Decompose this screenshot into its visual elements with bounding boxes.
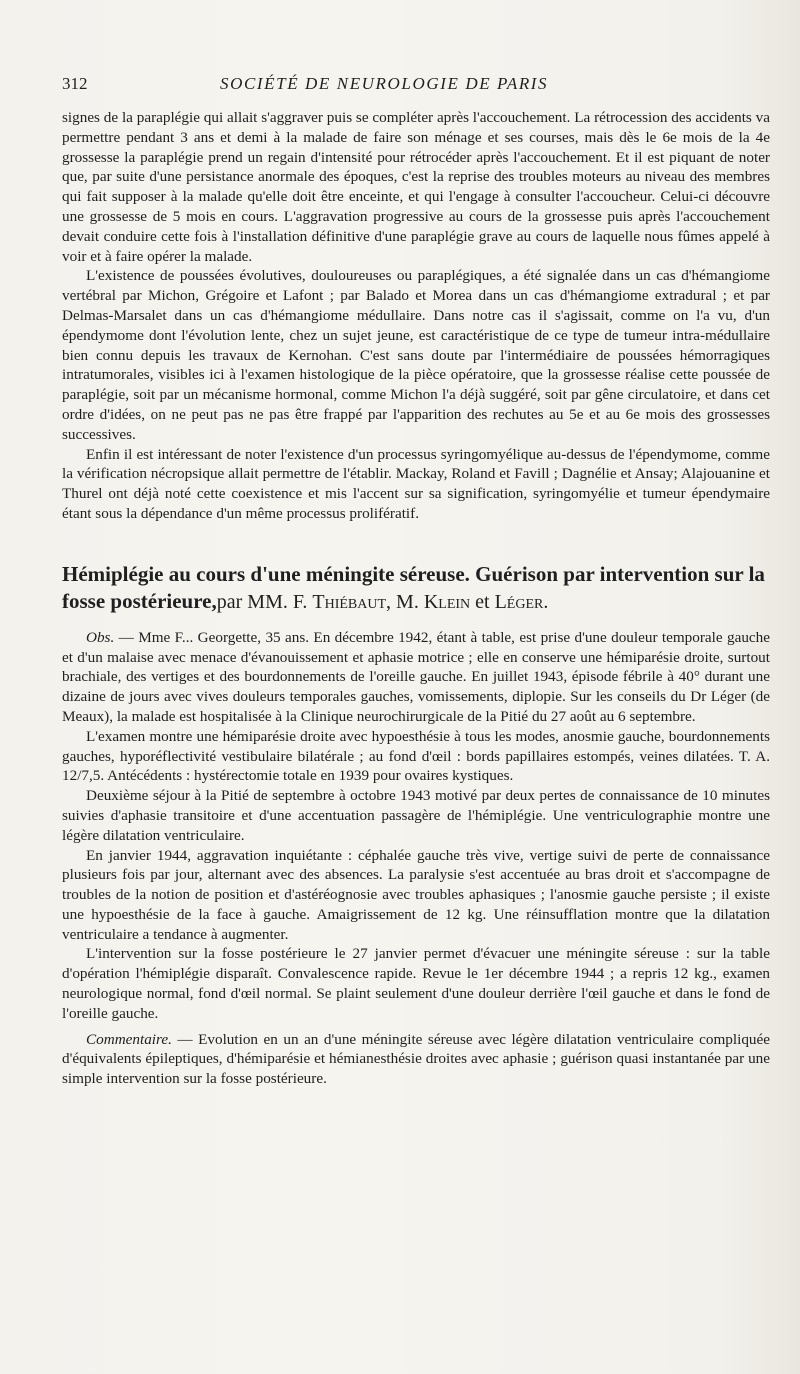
article-continuation <box>62 108 770 524</box>
author-separator: , M. <box>386 590 424 613</box>
observation-paragraph-4: En janvier 1944, aggravation inquiétante : céphalée gauche très vive, vertige suivi de perte de connaissance plusieurs fois par jour, alternant avec des absences. La paralysie s'est accentuée au bras droit et s'accompagne de troubles de la notion de position et d'astéréognosie avec troubles aphasiques ; l'anosmie gauche persiste ; il existe une hypoesthésie de la face à gauche. Amaigrissement de 12 kg. Une réinsufflation montre que la dilatation ventriculaire a tendance à augmenter. <box>62 846 770 943</box>
observation-dash: — <box>114 628 139 646</box>
observation-paragraph-3: Deuxième séjour à la Pitié de septembre à octobre 1943 motivé par deux pertes de connaissance de 10 minutes suivies d'aphasie transitoire et d'une accentuation passagère de l'hémiplégie. Une ventriculographie montre une légère dilatation ventriculaire. <box>62 787 770 844</box>
observation-paragraph-5: L'intervention sur la fosse postérieure le 27 janvier permet d'évacuer une méningite séreuse : sur la table d'opération l'hémiplégie disparaît. Convalescence rapide. Revue le 1er décembre 1944 ; a repris 12 kg., examen neurologique normal, fond d'œil normal. Se plaint seulement d'une douleur derrière l'œil gauche et dans le fond de l'oreille gauche. <box>62 945 770 1022</box>
observation-block <box>62 628 770 1089</box>
author-prefix: par MM. F. <box>216 590 313 613</box>
observation-text-1: Mme F... Georgette, 35 ans. En décembre 1942, étant à table, est prise d'une douleur temporale gauche et d'un malaise avec menace d'évanouissement et aphasie motrice ; elle en conserve une hémiparésie droite, surtout brachiale, des vertiges et des bourdonnements de l'oreille gauche. En juillet 1943, épisode fébrile à 40° durant une dizaine de jours avec vives douleurs temporales gauches, vomissements, diplopie. Sur les conseils du Dr Léger (de Meaux), la malade est hospitalisée à la Clinique neurochirurgicale de la Pitié du 27 août au 6 septembre. <box>62 628 770 725</box>
author-period: . <box>543 590 549 613</box>
paragraph-2: L'existence de poussées évolutives, douloureuses ou paraplégiques, a été signalée dans un cas d'hémangiome vertébral par Michon, Grégoire et Lafont ; par Balado et Morea dans un cas d'hémangiome extradural ; et par Delmas-Marsalet dans un cas d'hémangiome médullaire. Dans notre cas il s'agissait, comme on l'a vu, d'un épendymome dont l'évolution lente, chez un sujet jeune, est caractéristique de ce type de tumeur intra-médullaire bien connu depuis les travaux de Kernohan. C'est sans doute par l'intermédiaire de poussées hémorragiques intratumorales, visibles ici à l'examen histologique de la pièce opératoire, que la grossesse réalise cette poussée de paraplégie, soit par un mécanisme hormonal, comme Michon l'a déjà suggéré, soit par gêne circulatoire, et dans cet ordre d'idées, on ne peut pas ne pas être frappé par l'apparition des rechutes au 5e et au 6e mois des grossesses successives. <box>62 267 770 443</box>
section-heading <box>62 561 770 616</box>
journal-title: SOCIÉTÉ DE NEUROLOGIE DE PARIS <box>220 74 549 93</box>
author-klein: Klein <box>423 590 471 613</box>
author-leger: Léger <box>494 590 544 613</box>
observation-paragraph-1 <box>62 628 770 727</box>
author-conjunction: et <box>470 590 495 613</box>
commentary-label: Commentaire. <box>86 1030 172 1048</box>
commentary-text: Evolution en un an d'une méningite séreuse avec légère dilatation ventriculaire compliquée d'équivalents épileptiques, d'hémiparésie et hémianesthésie droites avec aphasie ; guérison quasi instantanée par une simple intervention sur la fosse postérieure. <box>62 1030 771 1088</box>
observation-paragraph-2: L'examen montre une hémiparésie droite avec hypoesthésie à tous les modes, anosmie gauche, bourdonnements gauches, hyporéflectivité vestibulaire bilatérale ; au fond d'œil : bords papillaires estompés, veines dilatées. T. A. 12/7,5. Antécédents : hystérectomie totale en 1939 pour ovaires kystiques. <box>62 727 770 785</box>
page-number: 312 <box>62 74 88 93</box>
commentary-dash: — <box>171 1030 199 1048</box>
paragraph-1: signes de la paraplégie qui allait s'aggraver puis se compléter après l'accouchement. La rétrocession des accidents va permettre pendant 3 ans et demi à la malade de faire son ménage et ses courses, mais dès le 6e mois de la 4e grossesse la paraplégie prend un regain d'intensité pour rétrocéder après l'accouchement. Et il est piquant de noter que, par suite d'une persistance anormale des époques, c'est la reprise des troubles moteurs au niveau des membres qui fait supposer à la malade qu'elle doit être enceinte, et qui l'engage à consulter l'accoucheur. Celui-ci découvre une grossesse de 5 mois en cours. L'aggravation progressive au cours de la grossesse puis après l'accouchement devait conduire cette fois à l'installation définitive d'une paraplégie grave au cours de laquelle nous fûmes appelé à voir et à faire opérer la malade. <box>62 109 770 265</box>
running-head <box>62 74 770 100</box>
author-thiebaut: Thiébaut <box>312 590 387 613</box>
observation-label: Obs. <box>86 628 115 646</box>
commentary-paragraph <box>62 1030 770 1089</box>
paragraph-3: Enfin il est intéressant de noter l'existence d'un processus syringomyélique au-dessus de l'épendymome, comme la vérification nécropsique allait permettre de l'établir. Mackay, Roland et Favill ; Dagnélie et Ansay; Alajouanine et Thurel ont déjà noté cette coexistence et mis l'accent sur sa signification, syringomyélie et tumeur épendymaire étant sous la dépendance d'un même processus prolifératif. <box>62 445 770 522</box>
section-title-text: Hémiplégie au cours d'une méningite séreuse. Guérison par intervention sur la fosse postérieure, <box>62 561 765 613</box>
